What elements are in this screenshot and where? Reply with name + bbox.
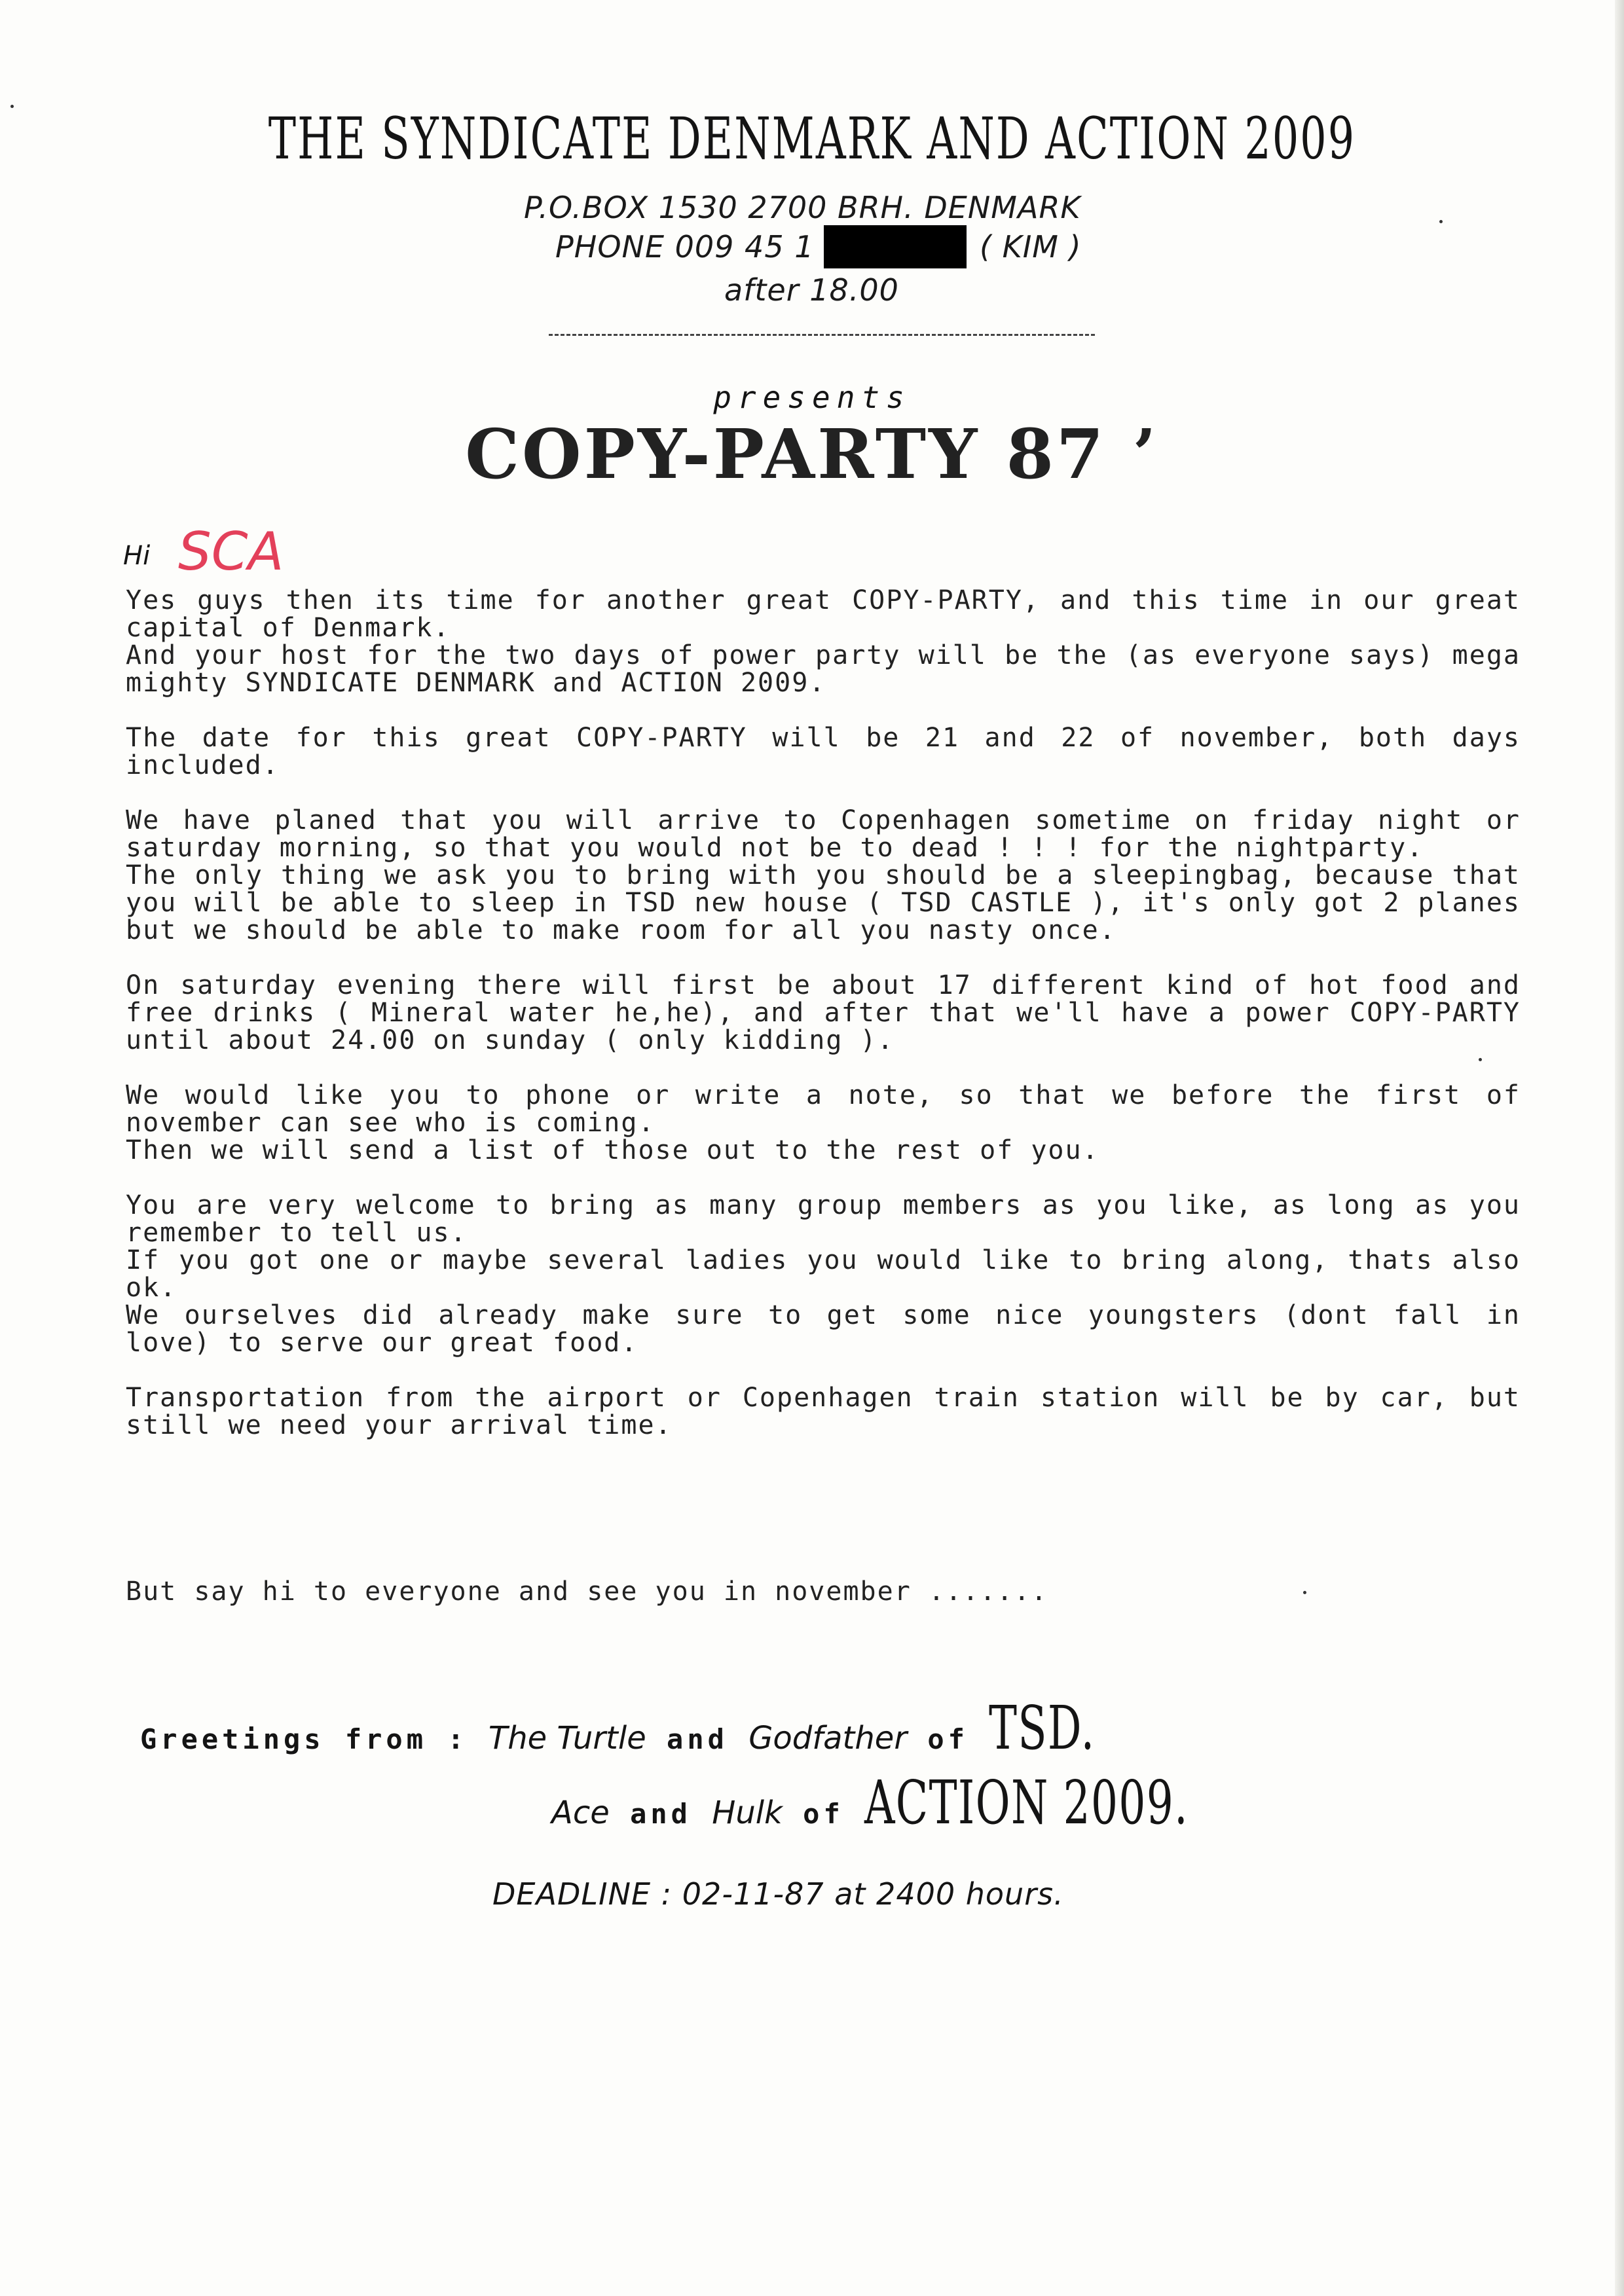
salutation-hi: Hi bbox=[123, 541, 151, 571]
paragraph: Transportation from the airport or Copenhagen train station will be by car, but still we need your arrival time. bbox=[126, 1383, 1521, 1440]
signature-hulk: Hulk bbox=[712, 1795, 783, 1831]
letter-closing bbox=[126, 1578, 1521, 1605]
group-action-2009: ACTION 2009. bbox=[864, 1768, 1189, 1838]
paragraph: The date for this great COPY-PARTY will be 21 and 22 of november, both days included. bbox=[126, 723, 1521, 780]
letterhead-phone-time: after 18.00 bbox=[724, 272, 899, 308]
letterhead-address: P.O.BOX 1530 2700 BRH. DENMARK bbox=[524, 190, 1081, 225]
paragraph: We have planed that you will arrive to Copenhagen sometime on friday night or saturday morning, so that you would not be to dead ! ! ! for the nightparty. The only thing we ask you to bring with you should be a sleepingbag, because that you will be able to sleep in TSD new house ( TSD CASTLE ), it's only got 2 planes but we should be able to make room for all you nasty once. bbox=[126, 805, 1521, 945]
group-tsd: TSD. bbox=[989, 1693, 1096, 1763]
greetings-line bbox=[140, 1693, 1141, 1763]
letterhead-phone-contact: ( KIM ) bbox=[980, 229, 1082, 264]
scan-speck bbox=[1479, 1058, 1482, 1061]
scan-speck bbox=[10, 105, 14, 108]
letter-body bbox=[126, 587, 1521, 1439]
greetings-and: and bbox=[630, 1798, 692, 1830]
closing-line: But say hi to everyone and see you in november ....... bbox=[126, 1576, 1048, 1607]
header-divider bbox=[549, 334, 1095, 336]
scan-speck bbox=[1439, 220, 1443, 223]
paper-edge-shadow bbox=[1615, 0, 1624, 2296]
deadline-line: DEADLINE : 02-11-87 at 2400 hours. bbox=[492, 1876, 1064, 1912]
greetings-line-action bbox=[551, 1768, 1327, 1838]
paragraph: You are very welcome to bring as many group members as you like, as long as you remember to tell us. If you got one or maybe several ladies you would like to bring along, thats also ok. We ourselves did already make sure to get some nice youngsters (dont fall in love) to serve our great food. bbox=[126, 1190, 1521, 1358]
letterhead-phone: PHONE 009 45 1 bbox=[555, 229, 815, 264]
paragraph: We would like you to phone or write a note, so that we before the first of november can see who is coming. Then we will send a list of those out to the rest of you. bbox=[126, 1080, 1521, 1165]
signature-godfather: Godfather bbox=[748, 1720, 908, 1757]
salutation-recipient: SCA bbox=[178, 521, 284, 582]
signature-ace: Ace bbox=[551, 1795, 610, 1831]
event-title: COPY-PARTY 87 ’ bbox=[465, 414, 1159, 494]
redacted-phone-number bbox=[824, 225, 967, 268]
greetings-and: and bbox=[667, 1723, 728, 1755]
letterhead-title: THE SYNDICATE DENMARK AND ACTION 2009 bbox=[268, 105, 1356, 172]
greetings-of: of bbox=[803, 1798, 844, 1830]
paragraph: Yes guys then its time for another great COPY-PARTY, and this time in our great capital of Denmark. And your host for the two days of power party will be the (as everyone says) mega mighty SYNDICATE DENMARK and ACTION 2009. bbox=[126, 585, 1521, 698]
presents-label: presents bbox=[713, 380, 911, 415]
greetings-of: of bbox=[927, 1723, 969, 1755]
greetings-label: Greetings from : bbox=[140, 1723, 468, 1755]
scan-speck bbox=[1303, 1591, 1306, 1594]
signature-the-turtle: The Turtle bbox=[488, 1720, 646, 1757]
paragraph: On saturday evening there will first be about 17 different kind of hot food and free drinks ( Mineral water he,he), and after that we'll have a power COPY-PARTY until about 24.00 on sunday ( only kidding ). bbox=[126, 970, 1521, 1055]
